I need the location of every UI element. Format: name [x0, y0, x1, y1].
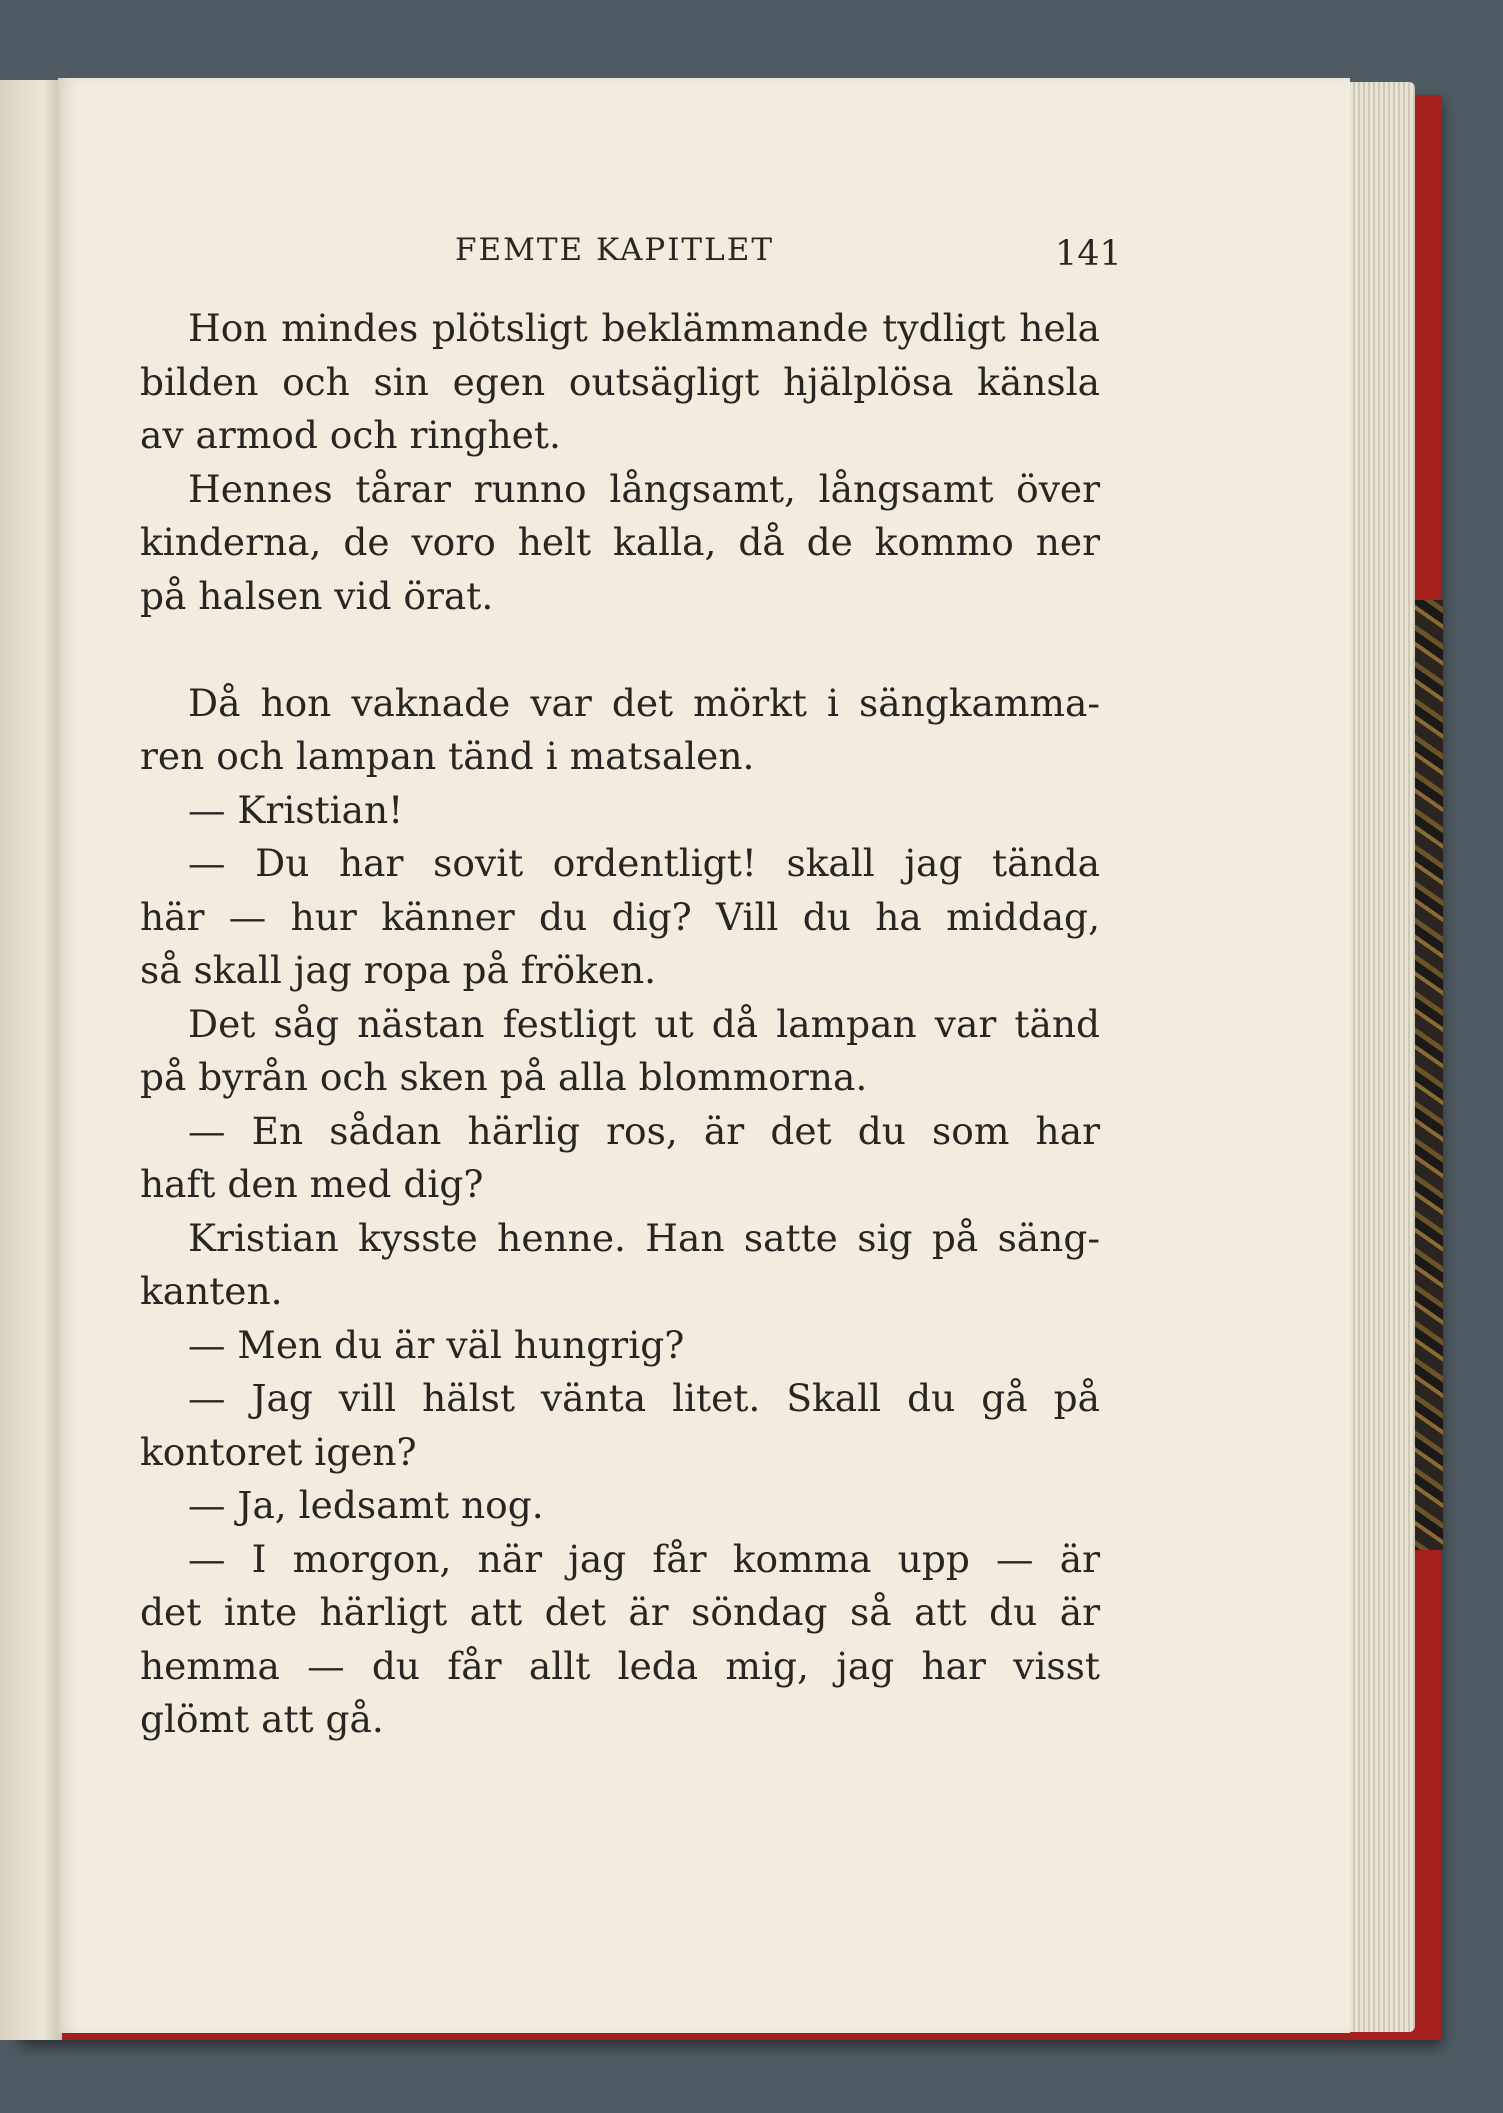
text-line: — Kristian!	[188, 787, 404, 832]
text-line: — Du har sovit ordentligt! skall jag tända	[188, 841, 1100, 885]
text-line: Hon mindes plötsligt beklämmande tydligt hela	[188, 306, 1100, 350]
text-line: Hennes tårar runno långsamt, långsamt över	[188, 466, 1100, 511]
text-line: så skall jag ropa på fröken.	[140, 948, 657, 992]
text-line: kontoret igen?	[140, 1429, 417, 1474]
text-line: ren och lampan tänd i matsalen.	[140, 734, 755, 778]
text-line: på halsen vid örat.	[140, 573, 494, 618]
text-line: — Ja, ledsamt nog.	[188, 1483, 544, 1527]
running-head: FEMTE KAPITLET	[455, 232, 775, 268]
text-line: Det såg nästan festligt ut då lampan var tänd	[188, 1001, 1100, 1046]
left-page-edge	[0, 80, 62, 2040]
text-line: hemma — du får allt leda mig, jag har visst	[140, 1643, 1100, 1688]
text-line: glömt att gå.	[140, 1697, 384, 1741]
text-line: det inte härligt att det är söndag så att du är	[140, 1590, 1100, 1634]
text-line: haft den med dig?	[140, 1162, 484, 1206]
text-line: av armod och ringhet.	[140, 413, 561, 457]
page-header	[0, 232, 1503, 272]
text-line: Då hon vaknade var det mörkt i sängkamma-	[188, 680, 1100, 725]
text-line: Kristian kysste henne. Han satte sig på säng-	[188, 1215, 1100, 1260]
text-line: här — hur känner du dig? Vill du ha middag,	[140, 894, 1100, 939]
text-line: — I morgon, när jag får komma upp — är	[188, 1536, 1100, 1581]
page-number: 141	[1055, 234, 1122, 274]
text-line: bilden och sin egen outsägligt hjälplösa känsla	[140, 359, 1100, 404]
section-break	[140, 623, 1100, 677]
text-line: — Men du är väl hungrig?	[188, 1322, 685, 1367]
text-line: på byrån och sken på alla blommorna.	[140, 1055, 868, 1099]
body-text	[140, 302, 1100, 1747]
text-line: — Jag vill hälst vänta litet. Skall du gå på	[188, 1376, 1100, 1420]
text-line: kinderna, de voro helt kalla, då de kommo ner	[140, 520, 1100, 564]
text-line: — En sådan härlig ros, är det du som har	[188, 1108, 1100, 1153]
text-line: kanten.	[140, 1269, 283, 1313]
